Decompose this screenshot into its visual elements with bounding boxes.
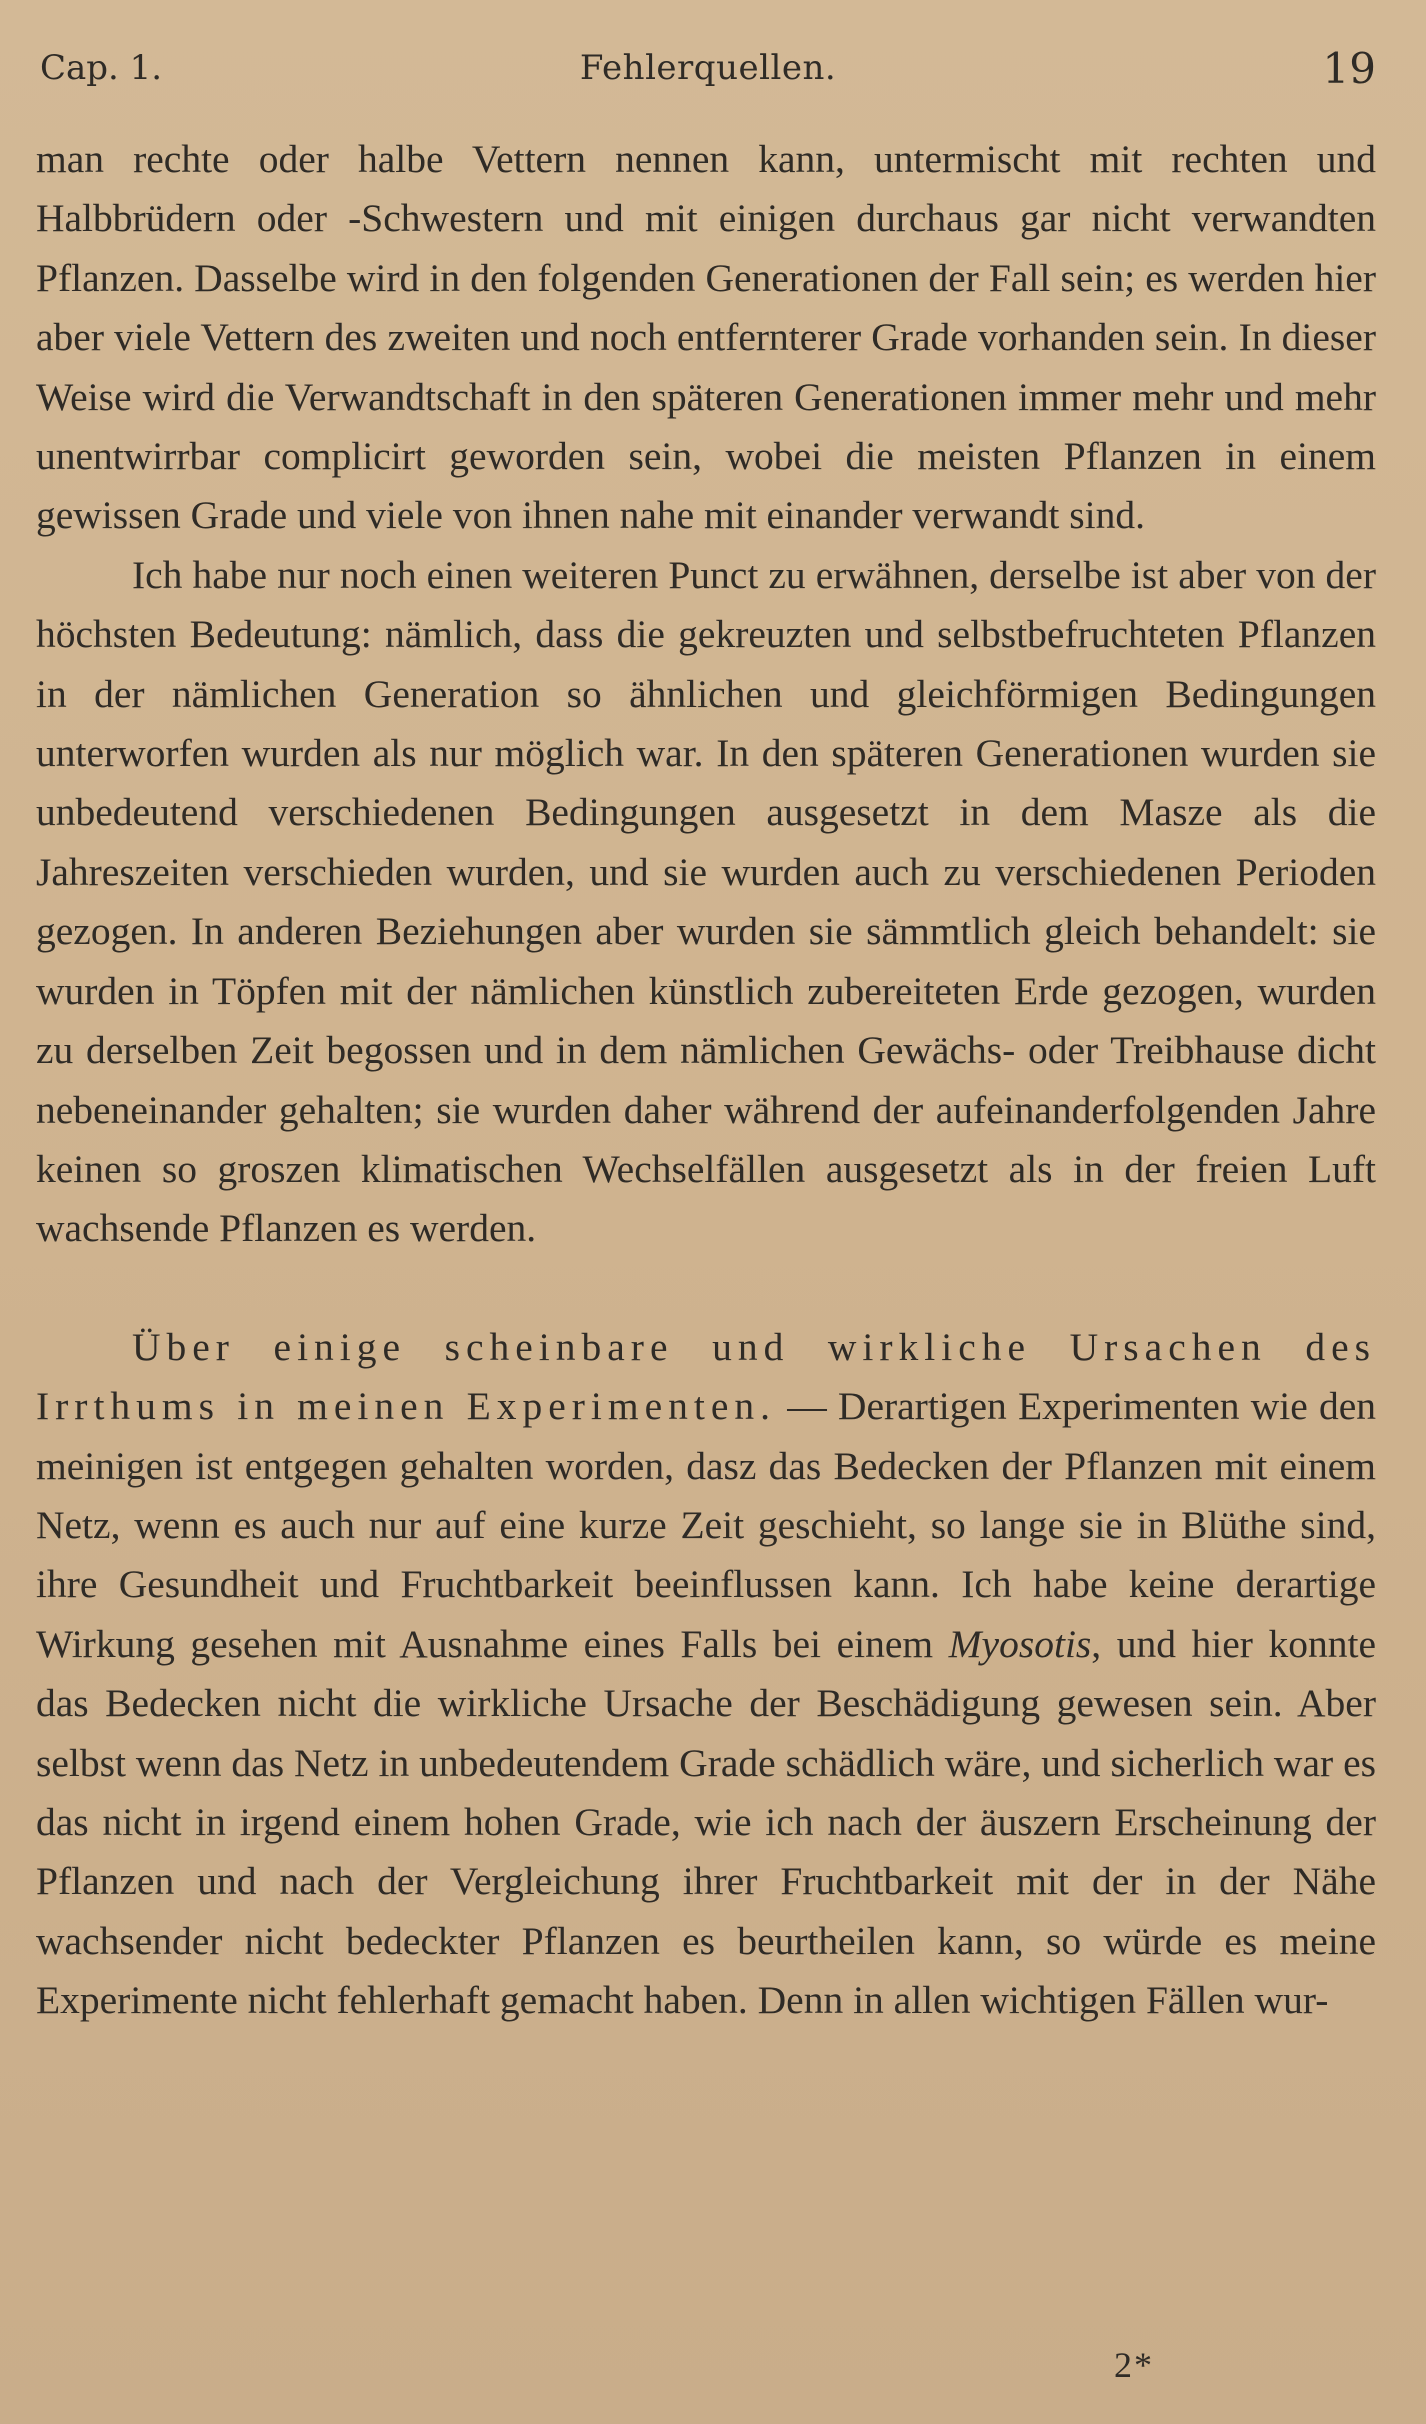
paragraph-3-text-a: — Derartigen Experimenten wie den meinigen ist entgegen gehalten worden, dasz das Bedecken der Pflanzen mit einem Netz, wenn es auch nur auf eine kurze Zeit geschieht, so lange sie in Blüthe sind, ihre Gesundheit und Fruchtbarkeit beeinflussen kann. Ich habe keine derartige Wirkung gesehen mit Ausnahme eines Falls bei einem — [36, 1384, 1376, 1666]
page-number: 19 — [1322, 44, 1376, 93]
paragraph-2: Ich habe nur noch einen weiteren Punct zu erwähnen, derselbe ist aber von der höchsten Bedeutung: nämlich, dass die gekreuzten und selbstbefruchteten Pflanzen in der nämlichen Generation so ähnlichen und gleichförmigen Bedingungen unterworfen wurden als nur möglich war. In den späteren Generationen wurden sie unbedeutend verschiedenen Bedingungen ausgesetzt in dem Masze als die Jahreszeiten verschieden wurden, und sie wurden auch zu verschiedenen Perioden gezogen. In anderen Beziehungen aber wurden sie sämmtlich gleich behandelt: sie wurden in Töpfen mit der nämlichen künstlich zubereiteten Erde gezogen, wurden zu derselben Zeit begossen und in dem nämlichen Gewächs- oder Treibhause dicht nebeneinander gehalten; sie wurden daher während der aufeinanderfolgenden Jahre keinen so groszen klimatischen Wechselfällen ausgesetzt als in der freien Luft wachsende Pflanzen es werden. — [36, 552, 1376, 1251]
section-heading: Über einige scheinbare und wirkliche Ursachen des Irrthums in meinen Experimenten. — [36, 1324, 1376, 1429]
chapter-label: Cap. 1. — [40, 48, 163, 88]
paragraph-1: man rechte oder halbe Vettern nennen kann, untermischt mit rechten und Halbbrüdern oder -Schwestern und mit einigen durchaus gar nicht verwandten Pflanzen. Dasselbe wird in den folgenden Generationen der Fall sein; es werden hier aber viele Vettern des zweiten und noch entfernterer Grade vorhanden sein. In dieser Weise wird die Verwandtschaft in den späteren Generationen immer mehr und mehr unentwirrbar complicirt geworden sein, wobei die meisten Pflanzen in einem gewissen Grade und viele von ihnen nahe mit einander verwandt sind. — [36, 137, 1376, 538]
running-head — [40, 44, 1376, 104]
signature-mark: 2* — [1114, 2345, 1154, 2385]
paragraph-3 — [36, 1318, 1376, 2031]
paragraph-3-text-b: , und hier konnte das Bedecken nicht die wirkliche Ursache der Beschädigung gewesen sein. Aber selbst wenn das Netz in unbedeutendem Grade schädlich wäre, und sicherlich war es das nicht in irgend einem hohen Grade, wie ich nach der äuszern Erscheinung der Pflanzen und nach der Vergleichung ihrer Fruchtbarkeit mit der in der Nähe wachsender nicht bedeckter Pflanzen es beurtheilen kann, so würde es meine Experimente nicht fehlerhaft gemacht haben. Denn in allen wichtigen Fällen wur- — [36, 1621, 1376, 2023]
body-text — [36, 130, 1376, 2031]
taxon-name: Myosotis — [948, 1621, 1092, 1666]
running-title: Fehlerquellen. — [579, 48, 837, 88]
